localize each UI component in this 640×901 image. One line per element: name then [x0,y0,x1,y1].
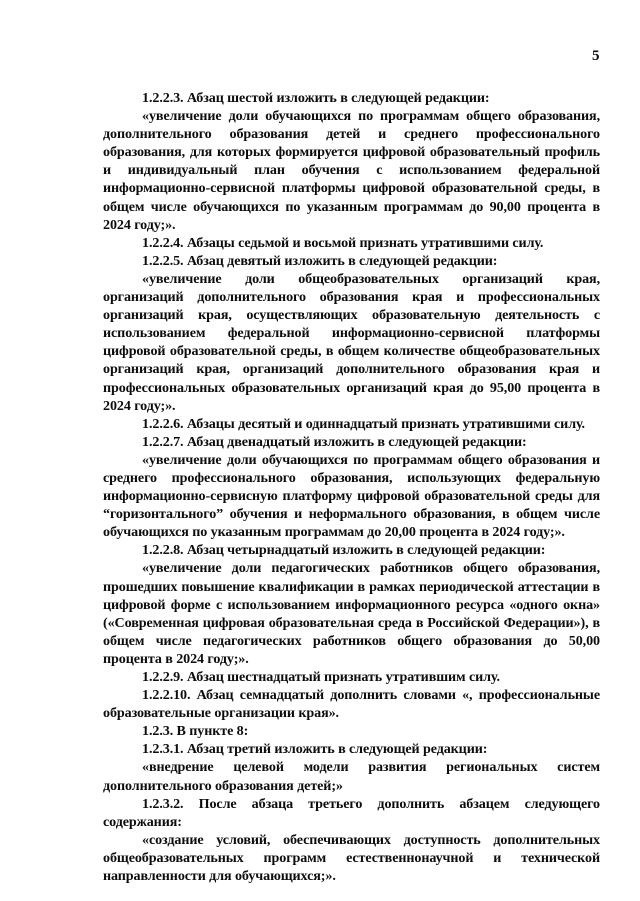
paragraph-1-2-3-2: 1.2.3.2. После абзаца третьего дополнить абзацем следующего содержания: [103,795,600,830]
paragraph-1-2-2-4: 1.2.2.4. Абзацы седьмой и восьмой признать утратившими силу. [142,234,544,251]
paragraph-1-2-2-3: 1.2.2.3. Абзац шестой изложить в следующей редакции: [142,90,490,106]
paragraph-1-2-2-10: 1.2.2.10. Абзац семнадцатый дополнить словами «, профессиональные образовательные организации края». [103,687,600,722]
paragraph-1-2-2-8: 1.2.2.8. Абзац четырнадцатый изложить в следующей редакции: [142,542,546,559]
paragraph-1-2-2-9: 1.2.2.9. Абзац шестнадцатый признать утратившим силу. [142,669,500,685]
paragraph-quote-1: «увеличение доли обучающихся по программам общего образования, дополнительного образования детей и среднего профессионального образования, для которых формируется цифровой образовательный профиль и индивидуальный план обучения с использованием федеральной информационно-сервисной платформы цифровой образовательной среды, в общем числе обучающихся по указанным программам до 90,00 процента в 2024 году;». [103,108,600,233]
paragraph-1-2-3-1: 1.2.3.1. Абзац третий изложить в следующей редакции: [142,741,488,758]
paragraph-quote-3: «увеличение доли обучающихся по программам общего образования и среднего профессионального образования, использующих федеральную информационно-сервисную платформу цифровой образовательной среды для “горизонтального” обучения и неформального образования, в общем числе обучающихся по указанным программам до 20,00 процента в 2024 году;». [103,451,600,541]
document-body [103,89,600,885]
paragraph-1-2-3: 1.2.3. В пункте 8: [142,723,249,740]
paragraph-quote-4: «увеличение доли педагогических работников общего образования, прошедших повышение квалификации в рамках периодической аттестации в цифровой форме с использованием информационного ресурса «одного окна» («Современная цифровая образовательная среда в Российской Федерации»), в общем числе педагогических работников общего образования до 50,00 процента в 2024 году;». [103,560,600,667]
paragraph-quote-6: «создание условий, обеспечивающих доступность дополнительных общеобразовательных программ естественнонаучной и технической направленности для обучающихся;». [103,831,600,885]
page-number: 5 [592,48,600,64]
paragraph-quote-2: «увеличение доли общеобразовательных организаций края, организаций дополнительного образования края и профессиональных организаций края, осуществляющих образовательную деятельность с использованием федеральной информационно-сервисной платформы цифровой образовательной среды, в общем количестве общеобразовательных организаций края, организаций дополнительного образования края и профессиональных образовательных организаций края до 95,00 процента в 2024 году;». [103,270,600,414]
paragraph-1-2-2-5: 1.2.2.5. Абзац девятый изложить в следующей редакции: [142,252,498,269]
paragraph-1-2-2-6: 1.2.2.6. Абзацы десятый и одиннадцатый признать утратившими силу. [142,415,585,432]
paragraph-quote-5: «внедрение целевой модели развития региональных систем дополнительного образования детей;» [103,759,600,794]
paragraph-1-2-2-7: 1.2.2.7. Абзац двенадцатый изложить в следующей редакции: [142,433,527,450]
